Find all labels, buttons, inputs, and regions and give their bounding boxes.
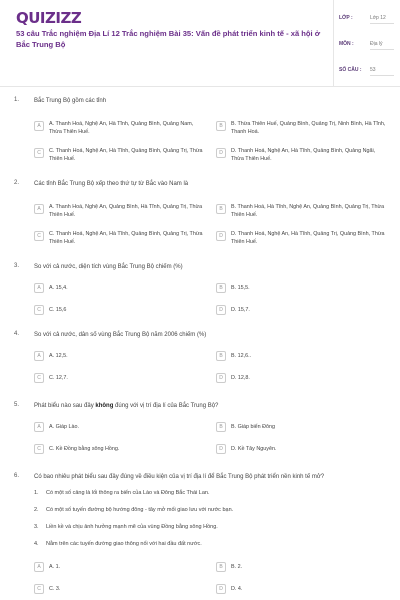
question-number: 3.: [14, 263, 20, 269]
option-letter: D: [216, 584, 226, 594]
option-text: D. 4.: [231, 586, 243, 592]
meta-mon-value: Địa lý: [370, 40, 394, 50]
option-text: C. 12,7.: [49, 375, 68, 381]
page-title: 53 câu Trắc nghiệm Địa Lí 12 Trắc nghiệm Bài 35: Vấn đề phát triển kinh tế - xã hội ở Bắc Trung Bộ: [16, 29, 321, 49]
option-letter: C: [34, 148, 44, 158]
question-text: Các tỉnh Bắc Trung Bộ xếp theo thứ tự từ Bắc vào Nam là: [34, 181, 189, 187]
option-text: C. 3.: [49, 586, 61, 592]
option-letter: B: [216, 204, 226, 214]
option-text: B. Giáp biển Đông: [231, 424, 276, 430]
option-text: D. 12,8.: [231, 375, 250, 381]
option-text: C. Kề Đồng bằng sông Hồng.: [49, 446, 120, 452]
option-letter: C: [34, 373, 44, 383]
option-text: A. 12,5.: [49, 353, 68, 359]
meta-socau-value: 53: [370, 66, 394, 76]
option-text: B. Thừa Thiên Huế, Quảng Bình, Quảng Trị, Ninh Bình, Hà Tĩnh, Thanh Hoá.: [231, 121, 386, 135]
option-text: D. Thanh Hoá, Nghệ An, Hà Tĩnh, Quảng Bình, Quảng Ngãi, Thừa Thiên Huế.: [231, 148, 376, 162]
option-text: D. Thanh Hoá, Nghệ An, Hà Tĩnh, Quảng Trị, Quảng Bình, Thừa Thiên Huế.: [231, 231, 385, 245]
statement-2: 2. Có một số tuyến đường bộ hướng đông - tây mở mối giao lưu với nước bạn.: [34, 507, 234, 513]
option-text: A. 1.: [49, 564, 61, 570]
option-text: D. Kề Tây Nguyên.: [231, 446, 277, 452]
option-letter: A: [34, 562, 44, 572]
option-text: C. Thanh Hoá, Nghệ An, Hà Tĩnh, Quảng Bình, Quảng Trị, Thừa Thiên Huế.: [49, 231, 203, 245]
option-text: A. Thanh Hoá, Nghệ An, Hà Tĩnh, Quảng Bình, Quảng Nam, Thừa Thiên Huế.: [49, 121, 194, 135]
option-letter: C: [34, 305, 44, 315]
question-text: So với cả nước, diện tích vùng Bắc Trung Bộ chiếm (%): [34, 264, 183, 270]
brand-logo: QUIZIZZ: [16, 9, 82, 27]
worksheet-header: [0, 0, 400, 88]
header-divider: [0, 86, 400, 87]
option-letter: A: [34, 204, 44, 214]
meta-lop-value: Lớp 12: [370, 14, 394, 24]
emphasis-not: không: [95, 403, 114, 409]
option-text: A. 15,4.: [49, 285, 68, 291]
question-number: 4.: [14, 331, 20, 337]
option-letter: A: [34, 283, 44, 293]
option-letter: B: [216, 121, 226, 131]
option-text: B. 2.: [231, 564, 243, 570]
option-text: B. 15,5.: [231, 285, 250, 291]
option-text: D. 15,7.: [231, 307, 250, 313]
option-text: A. Thanh Hoá, Nghệ An, Quảng Bình, Hà Tĩnh, Quảng Trị, Thừa Thiên Huế.: [49, 204, 203, 218]
question-number: 1.: [14, 97, 20, 103]
option-letter: D: [216, 305, 226, 315]
meta-mon-label: MÔN :: [339, 41, 354, 47]
option-text: A. Giáp Lào.: [49, 424, 79, 430]
option-text: B. 12,6..: [231, 353, 252, 359]
option-letter: A: [34, 351, 44, 361]
statement-4: 4. Nằm trên các tuyến đường giao thông nối với hai đầu đất nước.: [34, 541, 202, 547]
meta-panel: [333, 0, 400, 86]
option-letter: D: [216, 231, 226, 241]
option-letter: C: [34, 584, 44, 594]
option-letter: B: [216, 351, 226, 361]
meta-lop-label: LỚP :: [339, 15, 353, 21]
question-text: Phát biểu nào sau đây không đúng với vị trí địa lí của Bắc Trung Bộ?: [34, 403, 219, 409]
option-letter: C: [34, 231, 44, 241]
option-letter: D: [216, 373, 226, 383]
question-number: 6.: [14, 473, 20, 479]
option-letter: A: [34, 121, 44, 131]
option-text: C. Thanh Hoá, Nghệ An, Hà Tĩnh, Quảng Bình, Quảng Trị, Thừa Thiên Huế.: [49, 148, 203, 162]
option-letter: B: [216, 562, 226, 572]
statement-3: 3. Liền kề và chịu ảnh hưởng mạnh mẽ của vùng Đồng bằng sông Hồng.: [34, 524, 218, 530]
option-letter: A: [34, 422, 44, 432]
question-text: Bắc Trung Bộ gồm các tỉnh: [34, 98, 107, 104]
question-text: Có bao nhiêu phát biểu sau đây đúng về điều kiện của vị trí địa lí để Bắc Trung Bộ phát triển nền kinh tế mở?: [34, 474, 325, 480]
option-text: B. Thanh Hoá, Hà Tĩnh, Nghệ An, Quảng Bình, Quảng Trị, Thừa Thiên Huế.: [231, 204, 385, 218]
option-letter: C: [34, 444, 44, 454]
option-letter: B: [216, 283, 226, 293]
meta-socau-label: SỐ CÂU :: [339, 67, 362, 73]
question-number: 5.: [14, 402, 20, 408]
question-number: 2.: [14, 180, 20, 186]
option-letter: D: [216, 444, 226, 454]
statement-1: 1. Có một số cảng là lối thông ra biển của Lào và Đông Bắc Thái Lan.: [34, 490, 210, 496]
option-letter: B: [216, 422, 226, 432]
option-letter: D: [216, 148, 226, 158]
option-text: C. 15,6: [49, 307, 67, 313]
question-text: So với cả nước, dân số vùng Bắc Trung Bộ năm 2006 chiếm (%): [34, 332, 207, 338]
